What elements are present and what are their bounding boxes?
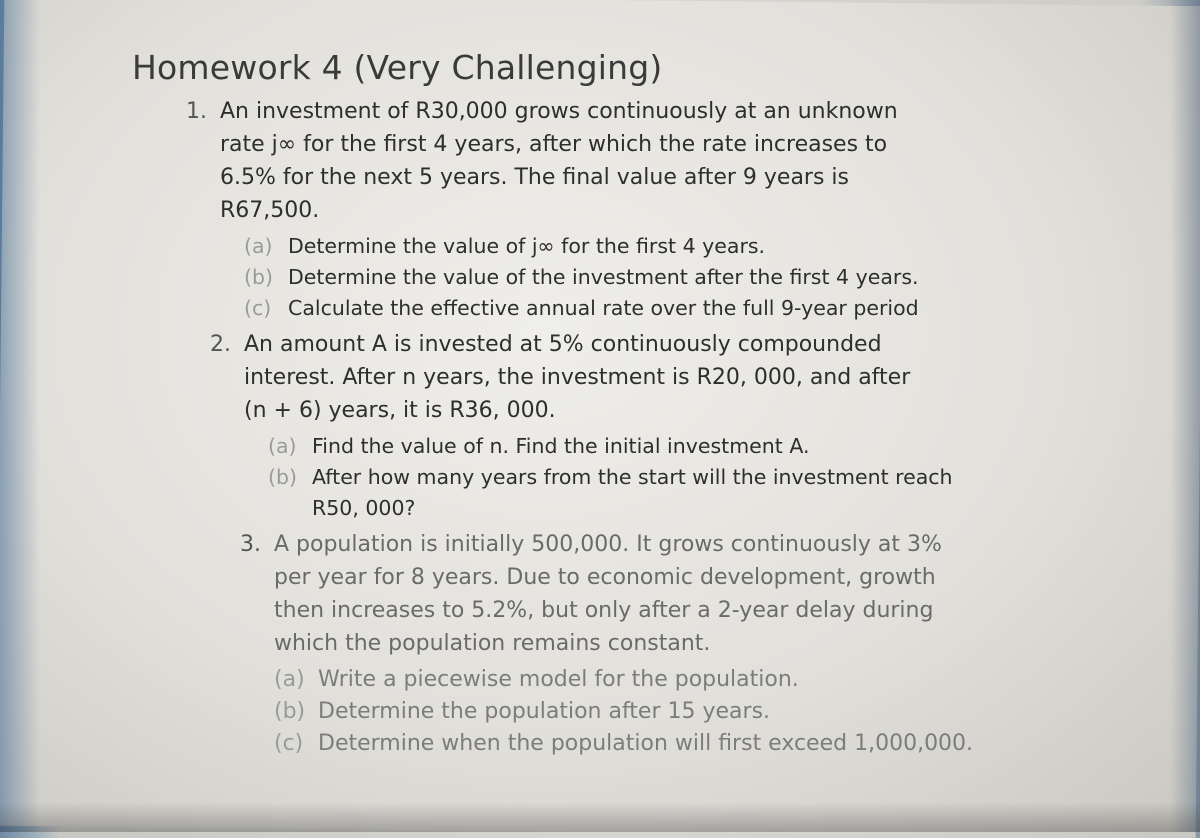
problem-parts xyxy=(244,231,1062,324)
part-label: (a) xyxy=(274,667,305,692)
problem-1 xyxy=(186,95,1062,324)
problem-line: A population is initially 500,000. It grows continuously at 3% xyxy=(274,532,942,557)
part-b xyxy=(244,262,1062,293)
part-label: (c) xyxy=(244,296,272,320)
problem-line: rate j∞ for the first 4 years, after which the rate increases to xyxy=(220,132,888,157)
page-title: Homework 4 (Very Challenging) xyxy=(132,48,663,87)
problem-line: per year for 8 years. Due to economic development, growth xyxy=(274,565,936,590)
part-a xyxy=(274,664,1062,696)
part-text: After how many years from the start will the investment reach xyxy=(312,465,953,489)
part-label: (b) xyxy=(244,265,274,289)
part-c xyxy=(274,728,1062,760)
problem-parts xyxy=(268,431,1062,524)
problem-3 xyxy=(240,528,1062,760)
problem-line: which the population remains constant. xyxy=(274,631,711,656)
problem-line: (n + 6) years, it is R36, 000. xyxy=(244,398,556,423)
part-text: Determine the value of the investment after the first 4 years. xyxy=(288,265,919,289)
problem-number: 1. xyxy=(186,99,207,124)
problem-line: R67,500. xyxy=(220,198,320,223)
problem-number: 3. xyxy=(240,532,261,557)
part-a xyxy=(268,431,1062,462)
part-text: Determine the population after 15 years. xyxy=(318,699,771,724)
part-text: Determine the value of j∞ for the first 4 years. xyxy=(288,234,766,258)
problem-line: 6.5% for the next 5 years. The final value after 9 years is xyxy=(220,165,849,190)
part-label: (b) xyxy=(274,699,306,724)
part-text: Determine when the population will first exceed 1,000,000. xyxy=(318,731,974,756)
problem-line: An investment of R30,000 grows continuously at an unknown xyxy=(220,99,898,124)
problem-2 xyxy=(210,328,1062,524)
part-label: (a) xyxy=(268,434,297,458)
part-c xyxy=(244,293,1062,324)
part-text: R50, 000? xyxy=(312,496,416,520)
problem-parts xyxy=(274,664,1062,760)
problem-number: 2. xyxy=(210,332,231,357)
part-a xyxy=(244,231,1062,262)
part-text: Find the value of n. Find the initial investment A. xyxy=(312,434,810,458)
problem-line: then increases to 5.2%, but only after a 2-year delay during xyxy=(274,598,934,623)
part-label: (a) xyxy=(244,234,273,258)
problem-line: An amount A is invested at 5% continuously compounded xyxy=(244,332,882,357)
part-text: Write a piecewise model for the population. xyxy=(318,667,799,692)
part-label: (b) xyxy=(268,465,298,489)
part-b xyxy=(274,696,1062,728)
part-text: Calculate the effective annual rate over the full 9-year period xyxy=(288,296,919,320)
part-label: (c) xyxy=(274,731,304,756)
homework-document xyxy=(132,48,1062,764)
problem-line: interest. After n years, the investment is R20, 000, and after xyxy=(244,365,911,390)
part-b xyxy=(268,462,1062,524)
